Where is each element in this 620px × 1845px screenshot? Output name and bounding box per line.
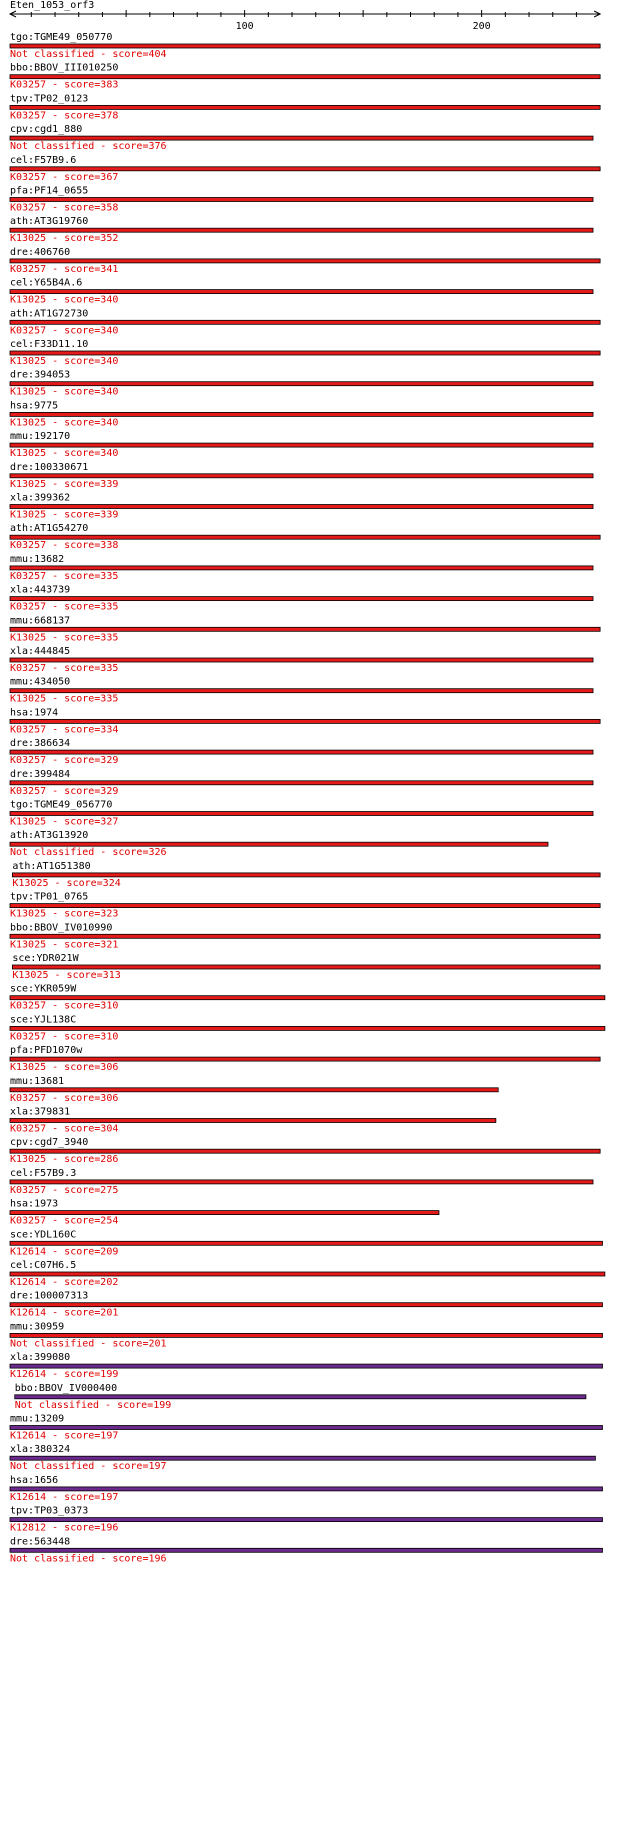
hit-row[interactable] xyxy=(10,1137,600,1165)
hit-name-link[interactable]: cel:F33D11.10 xyxy=(10,339,89,350)
hit-name-link[interactable]: xla:443739 xyxy=(10,584,71,596)
hit-score-label: Not classified - score=199 xyxy=(14,1399,172,1411)
hit-alignment-bar[interactable] xyxy=(10,1211,439,1215)
hit-score-label: K13025 - score=323 xyxy=(10,908,119,920)
hit-row[interactable] xyxy=(10,585,593,613)
hit-score-label: K03257 - score=304 xyxy=(10,1123,119,1135)
hit-score-label: K03257 - score=367 xyxy=(10,171,119,183)
hit-name-link[interactable]: cel:F57B9.3 xyxy=(10,1167,77,1179)
hit-alignment-bar[interactable] xyxy=(10,1364,603,1368)
hit-alignment-bar[interactable] xyxy=(10,1057,600,1061)
hit-score-label: Not classified - score=196 xyxy=(10,1553,167,1565)
hit-row[interactable] xyxy=(10,186,593,214)
hit-name-link[interactable]: mmu:192170 xyxy=(10,431,71,443)
hit-row[interactable] xyxy=(10,1414,603,1442)
hit-name-link[interactable]: dre:100007313 xyxy=(10,1290,89,1302)
hit-name-link[interactable]: cpv:cgd7_3940 xyxy=(10,1137,89,1149)
hit-score-label: K03257 - score=383 xyxy=(10,79,119,91)
hit-score-label: K03257 - score=310 xyxy=(10,1000,119,1012)
hit-name-link[interactable]: tpv:TP01_0765 xyxy=(10,891,89,903)
hit-alignment-bar[interactable] xyxy=(10,904,600,908)
hit-row[interactable] xyxy=(10,1045,600,1073)
hit-alignment-bar[interactable] xyxy=(10,781,593,785)
hit-row[interactable] xyxy=(10,216,593,244)
hit-alignment-bar[interactable] xyxy=(10,1180,593,1184)
hit-score-label: K03257 - score=335 xyxy=(10,663,119,674)
hit-name-link[interactable]: dre:386634 xyxy=(10,738,71,750)
hit-row[interactable] xyxy=(10,646,593,674)
hit-score-label: K12614 - score=199 xyxy=(10,1369,119,1381)
hit-name-link[interactable]: sce:YDR021W xyxy=(12,953,79,964)
hit-name-link[interactable]: xla:399362 xyxy=(10,492,71,504)
hit-name-link[interactable]: bbo:BBOV_III010250 xyxy=(10,62,119,74)
hit-name-link[interactable]: sce:YKR059W xyxy=(10,983,77,995)
hit-score-label: K03257 - score=358 xyxy=(10,202,119,214)
hit-row[interactable] xyxy=(10,339,600,367)
hit-score-label: K13025 - score=286 xyxy=(10,1154,119,1166)
hit-row[interactable] xyxy=(10,1475,603,1503)
hit-score-label: K13025 - score=352 xyxy=(10,233,119,245)
hit-row[interactable] xyxy=(10,615,600,643)
hit-score-label: K03257 - score=306 xyxy=(10,1092,119,1104)
hit-row[interactable] xyxy=(10,677,593,705)
hit-score-label: Not classified - score=201 xyxy=(10,1338,167,1350)
hit-alignment-bar[interactable] xyxy=(10,412,593,416)
hit-alignment-bar[interactable] xyxy=(10,44,600,48)
hit-score-label: K13025 - score=340 xyxy=(10,386,119,398)
hit-alignment-bar[interactable] xyxy=(10,658,593,662)
hit-score-label: K03257 - score=335 xyxy=(10,601,119,613)
hit-name-link[interactable]: tgo:TGME49_056770 xyxy=(10,799,113,811)
hit-score-label: K13025 - score=340 xyxy=(10,356,119,367)
hit-name-link[interactable]: mmu:30959 xyxy=(10,1321,65,1333)
hit-alignment-bar[interactable] xyxy=(10,1426,603,1430)
hit-alignment-bar[interactable] xyxy=(10,842,548,846)
hit-row[interactable] xyxy=(10,769,593,797)
hit-alignment-bar[interactable] xyxy=(10,1119,496,1123)
hit-name-link[interactable]: xla:379831 xyxy=(10,1106,71,1118)
hit-alignment-bar[interactable] xyxy=(10,750,593,754)
position-ruler xyxy=(10,10,600,32)
hit-score-label: K12614 - score=202 xyxy=(10,1277,119,1288)
hit-row[interactable] xyxy=(10,707,600,735)
hit-score-label: Not classified - score=404 xyxy=(10,49,167,60)
hit-row[interactable] xyxy=(10,1168,593,1196)
hit-alignment-bar[interactable] xyxy=(10,1518,603,1522)
hit-name-link[interactable]: bbo:BBOV_IV010990 xyxy=(10,922,113,934)
hit-score-label: K13025 - score=321 xyxy=(10,939,119,951)
hit-score-label: K12614 - score=201 xyxy=(10,1307,119,1319)
hit-row[interactable] xyxy=(12,861,600,889)
hit-score-label: K03257 - score=275 xyxy=(10,1184,119,1196)
hit-row[interactable] xyxy=(10,124,593,152)
hit-name-link[interactable]: mmu:13682 xyxy=(10,553,65,565)
hit-alignment-bar[interactable] xyxy=(10,566,593,570)
hit-score-label: K13025 - score=339 xyxy=(10,509,119,521)
ruler-tick-label: 200 xyxy=(472,21,491,32)
hit-name-link[interactable]: hsa:9775 xyxy=(10,400,59,412)
hit-score-label: K12614 - score=197 xyxy=(10,1491,119,1503)
hit-name-link[interactable]: dre:563448 xyxy=(10,1536,71,1548)
hit-alignment-bar[interactable] xyxy=(10,535,600,539)
hit-alignment-bar[interactable] xyxy=(10,627,600,631)
hit-alignment-bar[interactable] xyxy=(10,1333,603,1337)
hit-score-label: K03257 - score=329 xyxy=(10,785,119,797)
hit-alignment-bar[interactable] xyxy=(10,1548,603,1552)
hit-row[interactable] xyxy=(10,523,600,551)
hit-name-link[interactable]: dre:399484 xyxy=(10,768,71,780)
hit-name-link[interactable]: cel:Y65B4A.6 xyxy=(10,277,83,289)
hit-score-label: K13025 - score=335 xyxy=(10,693,119,705)
hit-score-label: K13025 - score=306 xyxy=(10,1062,119,1074)
hit-alignment-bar[interactable] xyxy=(10,996,605,1000)
hit-alignment-bar[interactable] xyxy=(10,934,600,938)
hit-alignment-bar[interactable] xyxy=(10,351,600,355)
hit-row[interactable] xyxy=(10,1444,595,1472)
hit-row[interactable] xyxy=(10,1107,496,1135)
hit-name-link[interactable]: tpv:TP03_0373 xyxy=(10,1505,89,1517)
hit-alignment-bar[interactable] xyxy=(10,719,600,723)
hit-score-label: Not classified - score=197 xyxy=(10,1461,167,1473)
hit-alignment-bar[interactable] xyxy=(10,505,593,509)
ruler-tick-label: 100 xyxy=(235,21,254,32)
hit-score-label: K13025 - score=313 xyxy=(12,970,121,981)
hit-row[interactable] xyxy=(10,922,600,950)
hit-row[interactable] xyxy=(10,554,593,582)
hit-row[interactable] xyxy=(10,370,593,398)
hit-score-label: K12812 - score=196 xyxy=(10,1522,119,1534)
hit-row[interactable] xyxy=(12,953,600,981)
hit-score-label: K03257 - score=378 xyxy=(10,110,119,122)
hit-alignment-bar[interactable] xyxy=(10,1456,595,1460)
hit-name-link[interactable]: hsa:1974 xyxy=(10,707,59,719)
hit-score-label: Not classified - score=376 xyxy=(10,141,167,153)
hit-row[interactable] xyxy=(10,1506,603,1534)
hit-row[interactable] xyxy=(10,278,593,306)
hit-score-label: K03257 - score=335 xyxy=(10,570,119,582)
hit-score-label: Not classified - score=326 xyxy=(10,847,167,859)
hit-score-label: K12614 - score=197 xyxy=(10,1430,119,1442)
hit-row[interactable] xyxy=(10,830,548,858)
hit-row[interactable] xyxy=(10,1321,603,1349)
hit-alignment-bar[interactable] xyxy=(10,1088,498,1092)
hit-alignment-bar[interactable] xyxy=(10,228,593,232)
hit-alignment-bar[interactable] xyxy=(10,474,593,478)
hit-alignment-bar[interactable] xyxy=(10,443,593,447)
hit-name-link[interactable]: xla:380324 xyxy=(10,1444,71,1456)
hit-name-link[interactable]: mmu:13681 xyxy=(10,1075,65,1087)
hit-alignment-bar[interactable] xyxy=(10,812,593,816)
hit-alignment-bar[interactable] xyxy=(10,167,600,171)
hit-name-link[interactable]: sce:YJL138C xyxy=(10,1014,77,1026)
hit-name-link[interactable]: cel:C07H6.5 xyxy=(10,1260,77,1271)
hit-name-link[interactable]: mmu:668137 xyxy=(10,615,71,627)
hit-score-label: K03257 - score=340 xyxy=(10,325,119,337)
hit-alignment-bar[interactable] xyxy=(10,1303,603,1307)
hit-name-link[interactable]: bbo:BBOV_IV000400 xyxy=(14,1382,118,1394)
hit-row[interactable] xyxy=(10,431,593,459)
hit-score-label: K13025 - score=340 xyxy=(10,294,119,306)
hit-score-label: K13025 - score=340 xyxy=(10,417,119,429)
hit-name-link[interactable]: xla:399080 xyxy=(10,1352,71,1364)
hit-name-link[interactable]: cpv:cgd1_880 xyxy=(10,124,83,136)
hit-alignment-bar[interactable] xyxy=(10,136,593,140)
hit-row[interactable] xyxy=(10,800,593,828)
hit-name-link[interactable]: dre:406760 xyxy=(10,246,71,258)
hit-alignment-bar[interactable] xyxy=(10,597,593,601)
hit-name-link[interactable]: ath:AT1G51380 xyxy=(12,860,91,872)
hit-name-link[interactable]: dre:394053 xyxy=(10,369,71,381)
hit-name-link[interactable]: pfa:PFD1070w xyxy=(10,1045,83,1057)
hit-name-link[interactable]: hsa:1656 xyxy=(10,1474,59,1486)
hit-row[interactable] xyxy=(10,1199,439,1227)
hit-score-label: K03257 - score=329 xyxy=(10,755,119,767)
query-title: Eten_1053_orf3 xyxy=(10,0,95,11)
hit-score-label: K13025 - score=339 xyxy=(10,478,119,490)
hit-row[interactable] xyxy=(10,32,600,60)
hit-alignment-bar[interactable] xyxy=(10,1149,600,1153)
hit-name-link[interactable]: pfa:PF14_0655 xyxy=(10,185,89,197)
hit-score-label: K13025 - score=335 xyxy=(10,632,119,644)
hit-name-link[interactable]: sce:YDL160C xyxy=(10,1229,77,1241)
hit-row[interactable] xyxy=(10,247,600,275)
hit-name-link[interactable]: ath:AT3G13920 xyxy=(10,830,89,842)
hit-name-link[interactable]: ath:AT1G54270 xyxy=(10,523,89,535)
hit-alignment-bar[interactable] xyxy=(10,689,593,693)
hit-row[interactable] xyxy=(10,1229,603,1257)
hit-row[interactable] xyxy=(10,1352,603,1380)
hit-alignment-bar[interactable] xyxy=(10,198,593,202)
hit-name-link[interactable]: mmu:13209 xyxy=(10,1413,65,1425)
hit-name-link[interactable]: ath:AT1G72730 xyxy=(10,308,89,320)
hit-alignment-bar[interactable] xyxy=(10,75,600,79)
hit-score-label: K12614 - score=209 xyxy=(10,1246,119,1258)
hit-alignment-bar[interactable] xyxy=(15,1395,586,1399)
hit-alignment-bar[interactable] xyxy=(10,1026,605,1030)
hit-row[interactable] xyxy=(10,1076,498,1104)
hit-alignment-bar[interactable] xyxy=(10,290,593,294)
hit-score-label: K13025 - score=327 xyxy=(10,816,119,828)
hit-row[interactable] xyxy=(10,493,593,521)
hit-score-label: K03257 - score=341 xyxy=(10,263,119,275)
hit-name-link[interactable]: xla:444845 xyxy=(10,646,71,657)
hit-list xyxy=(10,32,605,1564)
hit-row[interactable] xyxy=(10,63,600,91)
hit-alignment-bar[interactable] xyxy=(12,965,600,969)
hit-alignment-bar[interactable] xyxy=(10,1272,605,1276)
hit-score-label: K03257 - score=310 xyxy=(10,1031,119,1043)
hit-row[interactable] xyxy=(10,308,600,336)
hit-name-link[interactable]: tpv:TP02_0123 xyxy=(10,93,89,105)
hit-alignment-bar[interactable] xyxy=(10,1487,603,1491)
hit-row[interactable] xyxy=(10,462,593,490)
hit-score-label: K03257 - score=334 xyxy=(10,724,119,736)
hit-row[interactable] xyxy=(10,1260,605,1288)
hit-alignment-bar[interactable] xyxy=(10,382,593,386)
hit-row[interactable] xyxy=(10,1536,603,1564)
hit-score-label: K03257 - score=254 xyxy=(10,1215,119,1227)
hit-alignment-bar[interactable] xyxy=(12,873,600,877)
hit-name-link[interactable]: ath:AT3G19760 xyxy=(10,216,89,228)
hit-name-link[interactable]: cel:F57B9.6 xyxy=(10,154,77,166)
hit-row[interactable] xyxy=(10,400,593,428)
hit-row[interactable] xyxy=(10,892,600,920)
hit-alignment-bar[interactable] xyxy=(10,320,600,324)
hit-name-link[interactable]: dre:100330671 xyxy=(10,461,89,473)
hit-alignment-bar[interactable] xyxy=(10,1241,603,1245)
hit-row[interactable] xyxy=(10,155,600,183)
hit-score-label: K13025 - score=324 xyxy=(12,877,121,889)
hit-alignment-bar[interactable] xyxy=(10,105,600,109)
hit-name-link[interactable]: mmu:434050 xyxy=(10,676,71,688)
hit-row[interactable] xyxy=(10,93,600,121)
hit-score-label: K03257 - score=338 xyxy=(10,540,119,552)
hit-alignment-bar[interactable] xyxy=(10,259,600,263)
hit-row[interactable] xyxy=(10,1291,603,1319)
hit-name-link[interactable]: tgo:TGME49_050770 xyxy=(10,32,113,43)
hit-row[interactable] xyxy=(10,738,593,766)
hit-name-link[interactable]: hsa:1973 xyxy=(10,1198,59,1210)
hit-row[interactable] xyxy=(10,984,605,1012)
hit-row[interactable] xyxy=(15,1383,586,1411)
hit-row[interactable] xyxy=(10,1014,605,1042)
hit-score-label: K13025 - score=340 xyxy=(10,448,119,460)
